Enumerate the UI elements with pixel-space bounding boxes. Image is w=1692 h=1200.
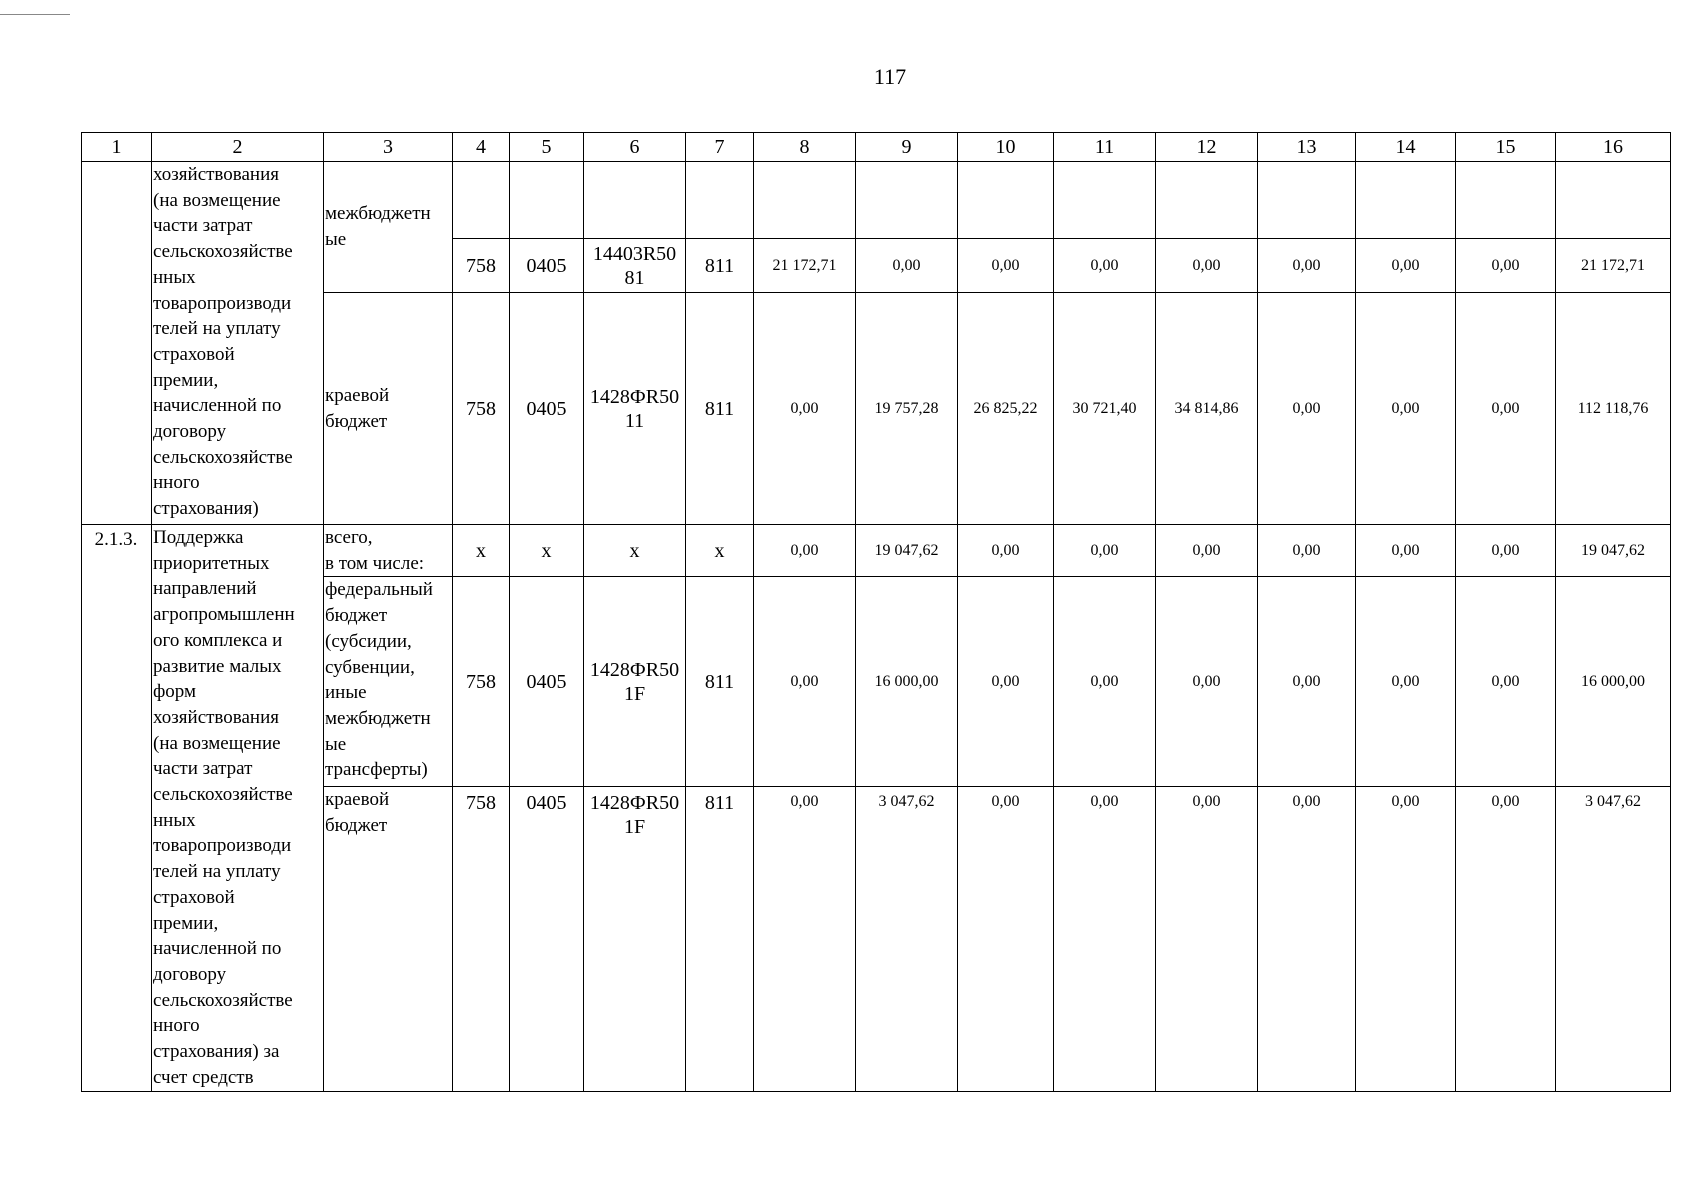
value-col9: 3 047,62 <box>856 787 958 1092</box>
col-header-15: 15 <box>1456 133 1556 162</box>
value-col9: 16 000,00 <box>856 577 958 787</box>
funding-source: межбюджетн ые <box>324 162 453 293</box>
value-col15 <box>1456 162 1556 239</box>
value-col11: 30 721,40 <box>1054 293 1156 525</box>
value-col8: 0,00 <box>754 293 856 525</box>
value-col16: 16 000,00 <box>1556 577 1671 787</box>
cell-col7: 811 <box>686 293 754 525</box>
value-col11: 0,00 <box>1054 239 1156 293</box>
value-col12: 0,00 <box>1156 239 1258 293</box>
cell-col7 <box>686 162 754 239</box>
col-header-5: 5 <box>510 133 584 162</box>
value-col8: 0,00 <box>754 525 856 577</box>
value-col16: 19 047,62 <box>1556 525 1671 577</box>
cell-col5: 0405 <box>510 293 584 525</box>
item-number: 2.1.3. <box>82 525 152 1092</box>
funding-source: краевой бюджет <box>324 293 453 525</box>
value-col10: 0,00 <box>958 787 1054 1092</box>
col-header-7: 7 <box>686 133 754 162</box>
cell-col5 <box>510 162 584 239</box>
value-col9: 0,00 <box>856 239 958 293</box>
value-col14: 0,00 <box>1356 525 1456 577</box>
value-col13: 0,00 <box>1258 787 1356 1092</box>
col-header-1: 1 <box>82 133 152 162</box>
funding-source: краевой бюджет <box>324 787 453 1092</box>
table-row <box>82 525 1671 577</box>
value-col15: 0,00 <box>1456 239 1556 293</box>
cell-col4: х <box>453 525 510 577</box>
cell-col4 <box>453 162 510 239</box>
value-col10 <box>958 162 1054 239</box>
value-col15: 0,00 <box>1456 787 1556 1092</box>
value-col12: 0,00 <box>1156 577 1258 787</box>
value-col9 <box>856 162 958 239</box>
value-col11: 0,00 <box>1054 787 1156 1092</box>
cell-col7: 811 <box>686 239 754 293</box>
value-col14: 0,00 <box>1356 293 1456 525</box>
col-header-3: 3 <box>324 133 453 162</box>
cell-col6: 1428ФR50 11 <box>584 293 686 525</box>
item-number-cell <box>82 162 152 525</box>
value-col16: 112 118,76 <box>1556 293 1671 525</box>
cell-col6: 1428ФR50 1F <box>584 577 686 787</box>
col-header-2: 2 <box>152 133 324 162</box>
col-header-12: 12 <box>1156 133 1258 162</box>
cell-col5: 0405 <box>510 577 584 787</box>
cell-col7: 811 <box>686 787 754 1092</box>
cell-col4: 758 <box>453 239 510 293</box>
value-col16: 3 047,62 <box>1556 787 1671 1092</box>
item-description: хозяйствования (на возмещение части затрат сельскохозяйстве нных товаропроизводи телей на уплату страховой премии, начисленной по договору сельскохозяйстве нного страхования) <box>152 162 324 525</box>
cell-col7: 811 <box>686 577 754 787</box>
value-col13: 0,00 <box>1258 577 1356 787</box>
cell-col6: 14403R50 81 <box>584 239 686 293</box>
value-col9: 19 757,28 <box>856 293 958 525</box>
cell-col7: х <box>686 525 754 577</box>
cell-col4: 758 <box>453 577 510 787</box>
col-header-9: 9 <box>856 133 958 162</box>
cell-col6 <box>584 162 686 239</box>
value-col14: 0,00 <box>1356 577 1456 787</box>
col-header-11: 11 <box>1054 133 1156 162</box>
cell-col4: 758 <box>453 787 510 1092</box>
value-col13 <box>1258 162 1356 239</box>
value-col14 <box>1356 162 1456 239</box>
header-row <box>82 133 1671 162</box>
value-col8: 21 172,71 <box>754 239 856 293</box>
value-col15: 0,00 <box>1456 293 1556 525</box>
value-col9: 19 047,62 <box>856 525 958 577</box>
value-col11 <box>1054 162 1156 239</box>
cell-col5: х <box>510 525 584 577</box>
value-col12: 0,00 <box>1156 525 1258 577</box>
value-col8 <box>754 162 856 239</box>
value-col12 <box>1156 162 1258 239</box>
value-col13: 0,00 <box>1258 293 1356 525</box>
page-number: 117 <box>873 64 907 89</box>
value-col11: 0,00 <box>1054 577 1156 787</box>
value-col13: 0,00 <box>1258 239 1356 293</box>
scan-corner-mark <box>0 14 70 15</box>
value-col10: 26 825,22 <box>958 293 1054 525</box>
item-description: Поддержка приоритетных направлений агропромышленн ого комплекса и развитие малых форм хозяйствования (на возмещение части затрат сельскохозяйстве нных товаропроизводи телей на уплату страховой премии, начисленной по договору сельскохозяйстве нного страхования) за счет средств <box>152 525 324 1092</box>
col-header-10: 10 <box>958 133 1054 162</box>
table-row <box>82 162 1671 239</box>
cell-col4: 758 <box>453 293 510 525</box>
col-header-13: 13 <box>1258 133 1356 162</box>
value-col16: 21 172,71 <box>1556 239 1671 293</box>
col-header-16: 16 <box>1556 133 1671 162</box>
value-col8: 0,00 <box>754 577 856 787</box>
budget-table <box>81 132 1671 1092</box>
value-col12: 0,00 <box>1156 787 1258 1092</box>
funding-source: всего, в том числе: <box>324 525 453 577</box>
cell-col5: 0405 <box>510 239 584 293</box>
value-col14: 0,00 <box>1356 787 1456 1092</box>
value-col14: 0,00 <box>1356 239 1456 293</box>
cell-col6: х <box>584 525 686 577</box>
cell-col5: 0405 <box>510 787 584 1092</box>
value-col16 <box>1556 162 1671 239</box>
col-header-4: 4 <box>453 133 510 162</box>
funding-source: федеральный бюджет (субсидии, субвенции, иные межбюджетн ые трансферты) <box>324 577 453 787</box>
value-col10: 0,00 <box>958 239 1054 293</box>
col-header-8: 8 <box>754 133 856 162</box>
value-col12: 34 814,86 <box>1156 293 1258 525</box>
value-col10: 0,00 <box>958 525 1054 577</box>
cell-col6: 1428ФR50 1F <box>584 787 686 1092</box>
value-col13: 0,00 <box>1258 525 1356 577</box>
col-header-14: 14 <box>1356 133 1456 162</box>
col-header-6: 6 <box>584 133 686 162</box>
value-col15: 0,00 <box>1456 525 1556 577</box>
value-col10: 0,00 <box>958 577 1054 787</box>
value-col15: 0,00 <box>1456 577 1556 787</box>
value-col11: 0,00 <box>1054 525 1156 577</box>
value-col8: 0,00 <box>754 787 856 1092</box>
